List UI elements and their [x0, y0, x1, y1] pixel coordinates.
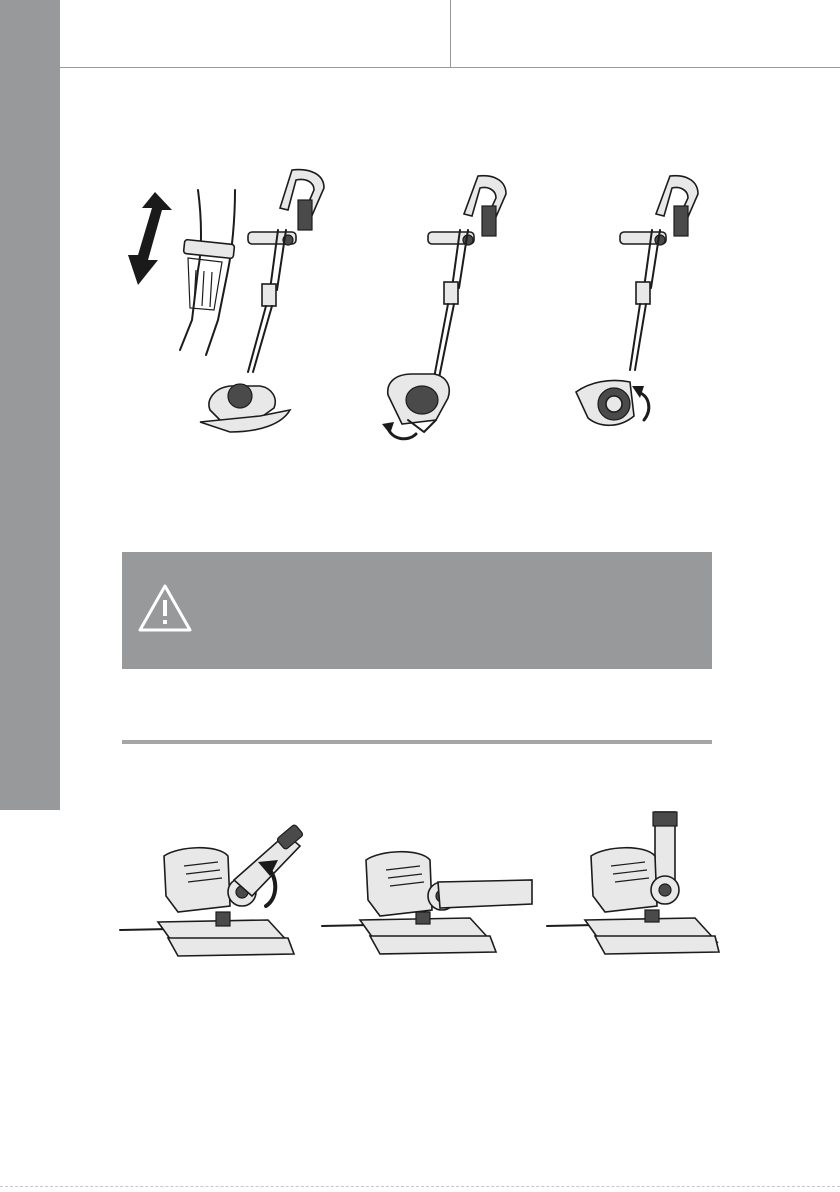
warning-box	[122, 552, 712, 669]
trimmer-head-rotate-left-figure	[378, 170, 518, 445]
head-angle-flat-figure	[320, 846, 535, 966]
section-rule	[122, 740, 712, 744]
telescopic-handle-adjust-figure	[110, 160, 340, 440]
double-arrow-icon	[128, 192, 172, 285]
header-divider	[450, 0, 451, 68]
head-angle-upright-figure	[118, 826, 308, 966]
side-tab	[0, 0, 60, 810]
warning-triangle-icon	[136, 582, 194, 634]
rotate-left-arrow-icon	[382, 422, 416, 439]
header-rule	[60, 67, 840, 68]
head-angle-vertical-figure	[545, 810, 720, 966]
page-cut-line	[0, 1186, 840, 1187]
trimmer-head-rotate-right-figure	[570, 170, 710, 445]
